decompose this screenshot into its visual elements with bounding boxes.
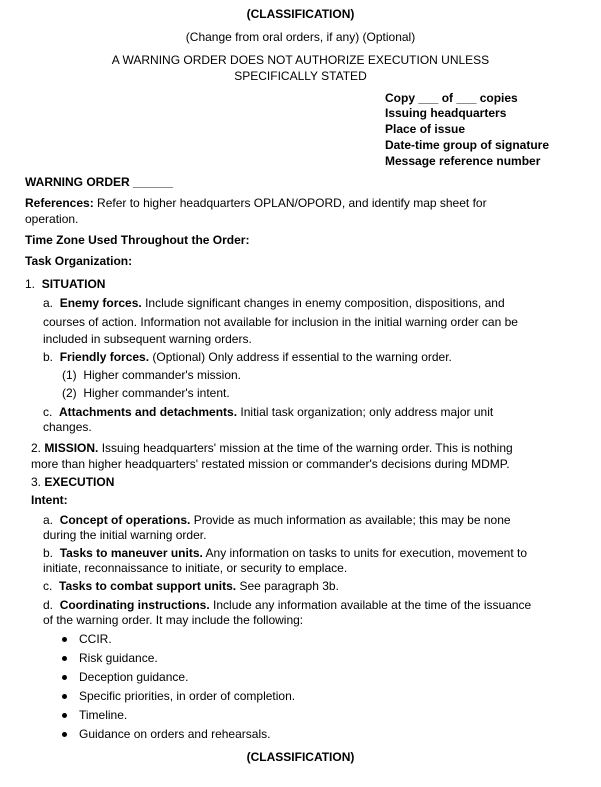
execution-number: 3.	[31, 475, 42, 489]
combat-support-line	[43, 579, 339, 593]
bullet-item-risk: Risk guidance.	[79, 651, 158, 665]
mission-line1	[31, 441, 513, 455]
references-label: References:	[25, 196, 94, 210]
maneuver-tasks-text: Any information on tasks to units for execution, movement to	[205, 546, 528, 560]
coord-instructions-title: Coordinating instructions.	[59, 598, 210, 612]
coord-instructions-letter: d.	[43, 598, 54, 612]
mission-text: Issuing headquarters' mission at the time of the warning order. This is nothing	[101, 441, 513, 455]
bullet-item-priorities: Specific priorities, in order of completion.	[79, 689, 296, 703]
friendly-forces-title: Friendly forces.	[59, 350, 150, 364]
higher-mission-text: Higher commander's mission.	[83, 368, 242, 382]
bullet-icon	[62, 732, 67, 737]
bullet-item-guidance: Guidance on orders and rehearsals.	[79, 727, 271, 741]
enemy-forces-text: Include significant changes in enemy composition, dispositions, and	[145, 296, 505, 310]
bullet-icon	[62, 675, 67, 680]
higher-intent-item	[62, 386, 230, 400]
situation-title: SITUATION	[41, 277, 106, 291]
concept-ops-line2: during the initial warning order.	[43, 528, 207, 542]
time-zone-heading: Time Zone Used Throughout the Order:	[25, 233, 250, 247]
references-text: Refer to higher headquarters OPLAN/OPORD, and identify map sheet for	[97, 196, 487, 210]
higher-intent-num: (2)	[62, 386, 77, 400]
execution-heading	[31, 475, 114, 489]
copy-line: Copy ___ of ___ copies	[385, 91, 518, 105]
mission-number: 2.	[31, 441, 42, 455]
enemy-forces-line1	[43, 296, 505, 310]
place-of-issue: Place of issue	[385, 122, 466, 136]
friendly-forces-letter: b.	[43, 350, 54, 364]
higher-mission-item	[62, 368, 241, 382]
issuing-headquarters: Issuing headquarters	[385, 106, 507, 120]
classification-header: (CLASSIFICATION)	[246, 7, 355, 21]
maneuver-tasks-line2: initiate, reconnaissance to initiate, or security to emplace.	[43, 561, 348, 575]
references-line1	[25, 196, 487, 210]
enemy-forces-title: Enemy forces.	[59, 296, 142, 310]
bullet-item-ccir: CCIR.	[79, 632, 112, 646]
enemy-forces-letter: a.	[43, 296, 54, 310]
maneuver-tasks-line1	[43, 546, 527, 560]
bullet-icon	[62, 656, 67, 661]
coord-instructions-line2: of the warning order. It may include the following:	[43, 613, 304, 627]
combat-support-title: Tasks to combat support units.	[59, 579, 237, 593]
situation-number: 1.	[25, 277, 36, 291]
warning-notice-line1: A WARNING ORDER DOES NOT AUTHORIZE EXECUTION UNLESS	[111, 53, 490, 67]
bullet-icon	[62, 637, 67, 642]
attachments-text: Initial task organization; only address major unit	[240, 405, 494, 419]
bullet-icon	[62, 713, 67, 718]
coord-instructions-text: Include any information available at the time of the issuance	[213, 598, 532, 612]
friendly-forces-text: (Optional) Only address if essential to the warning order.	[152, 350, 452, 364]
execution-title: EXECUTION	[44, 475, 115, 489]
bullet-item-timeline: Timeline.	[79, 708, 128, 722]
mission-line2: more than higher headquarters' restated mission or commander's decisions during MDMP.	[31, 457, 510, 471]
attachments-line1	[43, 405, 493, 419]
attachments-line2: changes.	[43, 420, 92, 434]
maneuver-tasks-letter: b.	[43, 546, 54, 560]
concept-ops-line1	[43, 513, 511, 527]
enemy-forces-line2: courses of action. Information not available for inclusion in the initial warning order can be	[43, 315, 518, 329]
higher-mission-num: (1)	[62, 368, 77, 382]
classification-footer: (CLASSIFICATION)	[246, 750, 355, 764]
friendly-forces-line	[43, 350, 452, 364]
change-note: (Change from oral orders, if any) (Optional)	[185, 30, 416, 44]
bullet-item-deception: Deception guidance.	[79, 670, 189, 684]
concept-ops-title: Concept of operations.	[59, 513, 191, 527]
task-organization-heading: Task Organization:	[25, 254, 133, 268]
combat-support-letter: c.	[43, 579, 53, 593]
mission-title: MISSION.	[44, 441, 99, 455]
concept-ops-text: Provide as much information as available; this may be none	[193, 513, 511, 527]
higher-intent-text: Higher commander's intent.	[83, 386, 230, 400]
attachments-title: Attachments and detachments.	[59, 405, 238, 419]
concept-ops-letter: a.	[43, 513, 54, 527]
attachments-letter: c.	[43, 405, 53, 419]
document-title: WARNING ORDER ______	[25, 175, 174, 189]
warning-notice-line2: SPECIFICALLY STATED	[234, 69, 367, 83]
coord-instructions-line1	[43, 598, 531, 612]
intent-heading: Intent:	[31, 493, 68, 507]
combat-support-text: See paragraph 3b.	[239, 579, 339, 593]
enemy-forces-line3: included in subsequent warning orders.	[43, 332, 252, 346]
maneuver-tasks-title: Tasks to maneuver units.	[59, 546, 203, 560]
references-line2: operation.	[25, 212, 79, 226]
bullet-icon	[62, 694, 67, 699]
situation-heading	[25, 277, 105, 291]
date-time-group: Date-time group of signature	[385, 138, 550, 152]
message-reference: Message reference number	[385, 154, 541, 168]
